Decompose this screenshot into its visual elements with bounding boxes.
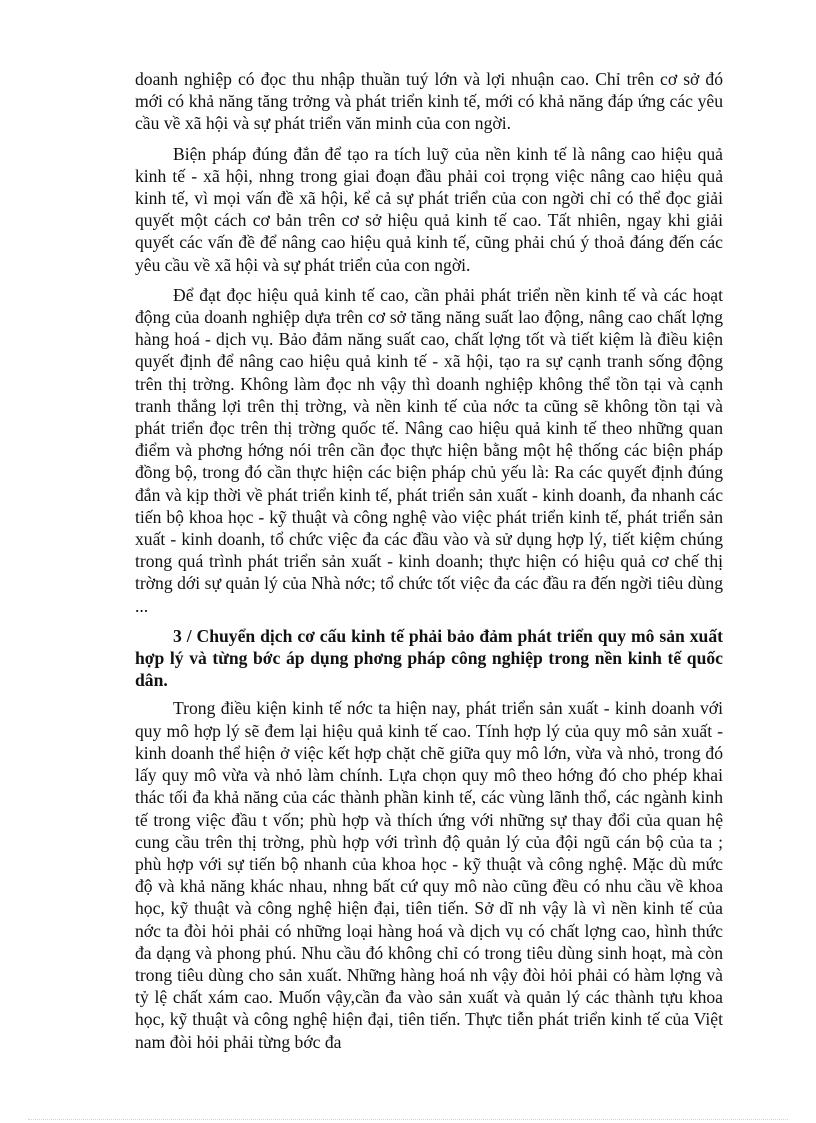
paragraph-accumulation: Biện pháp đúng đắn để tạo ra tích luỹ của nền kinh tế là nâng cao hiệu quả kinh tế - xã hội, nhng trong giai đoạn đầu phải coi trọng việc nâng cao hiệu quả kinh tế, vì mọi vấn đề xã hội, kể cả sự phát triển của con ngời chỉ có thể đọc giải quyết một cách cơ bản trên cơ sở hiệu quả kinh tế cao. Tất nhiên, ngay khi giải quyết các vấn đề để nâng cao hiệu quả kinh tế, cũng phải chú ý thoả đáng đến các yêu cầu về xã hội và sự phát triển của con ngời. <box>135 143 723 275</box>
paragraph-intro-continuation: doanh nghiệp có đọc thu nhập thuần tuý lớn và lợi nhuận cao. Chỉ trên cơ sở đó mới có khả năng tăng trởng và phát triển kinh tế, mới có khả năng đáp ứng các yêu cầu về xã hội và sự phát triển văn minh của con ngời. <box>135 69 723 134</box>
page-bottom-rule <box>28 1119 788 1120</box>
paragraph-efficiency-measures: Để đạt đọc hiệu quả kinh tế cao, cần phải phát triển nền kinh tế và các hoạt động của doanh nghiệp dựa trên cơ sở tăng năng suất lao động, nâng cao chất lợng hàng hoá - dịch vụ. Bảo đảm năng suất cao, chất lợng tốt và tiết kiệm là điều kiện quyết định để nâng cao hiệu quả kinh tế - xã hội, tạo ra sự cạnh tranh sống động trên thị trờng. Không làm đọc nh vậy thì doanh nghiệp không thể tồn tại và cạnh tranh thắng lợi trên thị trờng, và nền kinh tế của nớc ta cũng sẽ không tồn tại và phát triển đọc trên thị trờng quốc tế. Nâng cao hiệu quả kinh tế theo những quan điểm và phơng hớng nói trên cần đọc thực hiện bằng một hệ thống các biện pháp đồng bộ, trong đó cần thực hiện các biện pháp chủ yếu là: Ra các quyết định đúng đắn và kịp thời về phát triển kinh tế, phát triển sản xuất - kinh doanh, đa nhanh các tiến bộ khoa học - kỹ thuật và công nghệ vào việc phát triển kinh tế, phát triển sản xuất - kinh doanh, tổ chức việc đa các đầu vào và sử dụng hợp lý, tiết kiệm chúng trong quá trình phát triển sản xuất - kinh doanh; thực hiện có hiệu quả cơ chế thị trờng dới sự quản lý của Nhà nớc; tổ chức tốt việc đa các đầu ra đến ngời tiêu dùng ... <box>135 284 723 616</box>
document-page <box>135 68 723 1061</box>
section-heading-3: 3 / Chuyển dịch cơ cấu kinh tế phải bảo đảm phát triển quy mô sản xuất hợp lý và từng bớc áp dụng phơng pháp công nghiệp trong nền kinh tế quốc dân. <box>135 625 723 691</box>
paragraph-production-scale: Trong điều kiện kinh tế nớc ta hiện nay, phát triển sản xuất - kinh doanh với quy mô hợp lý sẽ đem lại hiệu quả kinh tế cao. Tính hợp lý của quy mô sản xuất - kinh doanh thể hiện ở việc kết hợp chặt chẽ giữa quy mô lớn, vừa và nhỏ, trong đó lấy quy mô vừa và nhỏ làm chính. Lựa chọn quy mô theo hớng đó cho phép khai thác tối đa khả năng của các thành phần kinh tế, các vùng lãnh thổ, các ngành kinh tế trong việc đầu t vốn; phù hợp và thích ứng với những sự thay đổi của quan hệ cung cầu trên thị trờng, phù hợp với trình độ quản lý của đội ngũ cán bộ của ta ; phù hợp với sự tiến bộ nhanh của khoa học - kỹ thuật và công nghệ. Mặc dù mức độ và khả năng khác nhau, nhng bất cứ quy mô nào cũng đều có nhu cầu về khoa học, kỹ thuật và công nghệ hiện đại, tiên tiến. Sở dĩ nh vậy là vì nền kinh tế của nớc ta đòi hỏi phải có những loại hàng hoá và dịch vụ có chất lợng cao, hình thức đa dạng và phong phú. Nhu cầu đó không chỉ có trong tiêu dùng sinh hoạt, mà còn trong tiêu dùng cho sản xuất. Những hàng hoá nh vậy đòi hỏi phải có hàm lợng và tỷ lệ chất xám cao. Muốn vậy,cần đa vào sản xuất và quản lý các thành tựu khoa học, kỹ thuật và công nghệ hiện đại, tiên tiến. Thực tiễn phát triển kinh tế của Việt nam đòi hỏi phải từng bớc đa <box>135 698 723 1052</box>
